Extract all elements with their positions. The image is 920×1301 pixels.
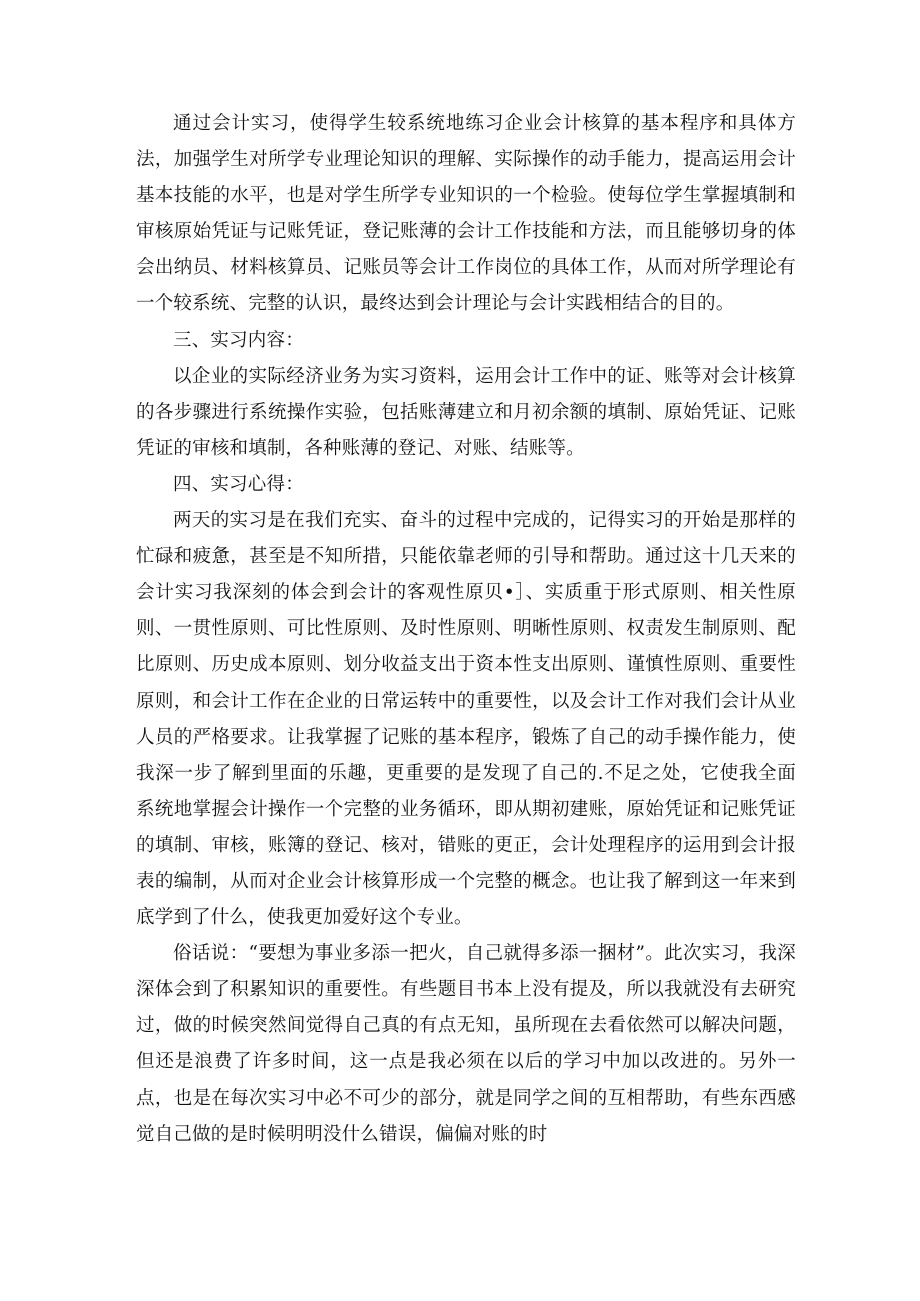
paragraph-reflections: 两天的实习是在我们充实、奋斗的过程中完成的，记得实习的开始是那样的忙碌和疲惫，甚至是不知所措，只能依靠老师的引导和帮助。通过这十几天来的会计实习我深刻的体会到会计的客观性原贝•］、实质重于形式原则、相关性原则、一贯性原则、可比性原则、及时性原则、明晰性原则、权责发生制原则、配比原则、历史成本原则、划分收益支出于资本性支出原则、谨慎性原则、重要性原则，和会计工作在企业的日常运转中的重要性，以及会计工作对我们会计从业人员的严格要求。让我掌握了记账的基本程序，锻炼了自己的动手操作能力，使我深一步了解到里面的乐趣，更重要的是发现了自己的.不足之处，它使我全面系统地掌握会计操作一个完整的业务循环，即从期初建账，原始凭证和记账凭证的填制、审核，账簿的登记、核对，错账的更正，会计处理程序的运用到会计报表的编制，从而对企业会计核算形成一个完整的概念。也让我了解到这一年来到底学到了什么，使我更加爱好这个专业。 xyxy=(136,510,796,929)
document-page xyxy=(136,106,796,1153)
heading-internship-content: 三、实习内容： xyxy=(173,329,304,351)
paragraph-purpose: 通过会计实习，使得学生较系统地练习企业会计核算的基本程序和具体方法，加强学生对所学专业理论知识的理解、实际操作的动手能力，提高运用会计基本技能的水平，也是对学生所学专业知识的一个检验。使每位学生掌握填制和审核原始凭证与记账凭证，登记账薄的会计工作技能和方法，而且能够切身的体会出纳员、材料核算员、记账员等会计工作岗位的具体工作，从而对所学理论有一个较系统、完整的认识，最终达到会计理论与会计实践相结合的目的。 xyxy=(136,113,796,315)
paragraph-proverb: 俗话说：“要想为事业多添一把火，自己就得多添一捆材”。此次实习，我深深体会到了积累知识的重要性。有些题目书本上没有提及，所以我就没有去研究过，做的时候突然间觉得自己真的有点无知，虽所现在去看依然可以解决问题，但还是浪费了许多时间，这一点是我必须在以后的学习中加以改进的。另外一点，也是在每次实习中必不可少的部分，就是同学之间的互相帮助，有些东西感觉自己做的是时候明明没什么错误，偏偏对账的时 xyxy=(136,943,796,1145)
heading-internship-reflections: 四、实习心得： xyxy=(173,473,304,495)
paragraph-content: 以企业的实际经济业务为实习资料，运用会计工作中的证、账等对会计核算的各步骤进行系统操作实验，包括账薄建立和月初余额的填制、原始凭证、记账凭证的审核和填制，各种账薄的登记、对账、结账等。 xyxy=(136,365,796,459)
